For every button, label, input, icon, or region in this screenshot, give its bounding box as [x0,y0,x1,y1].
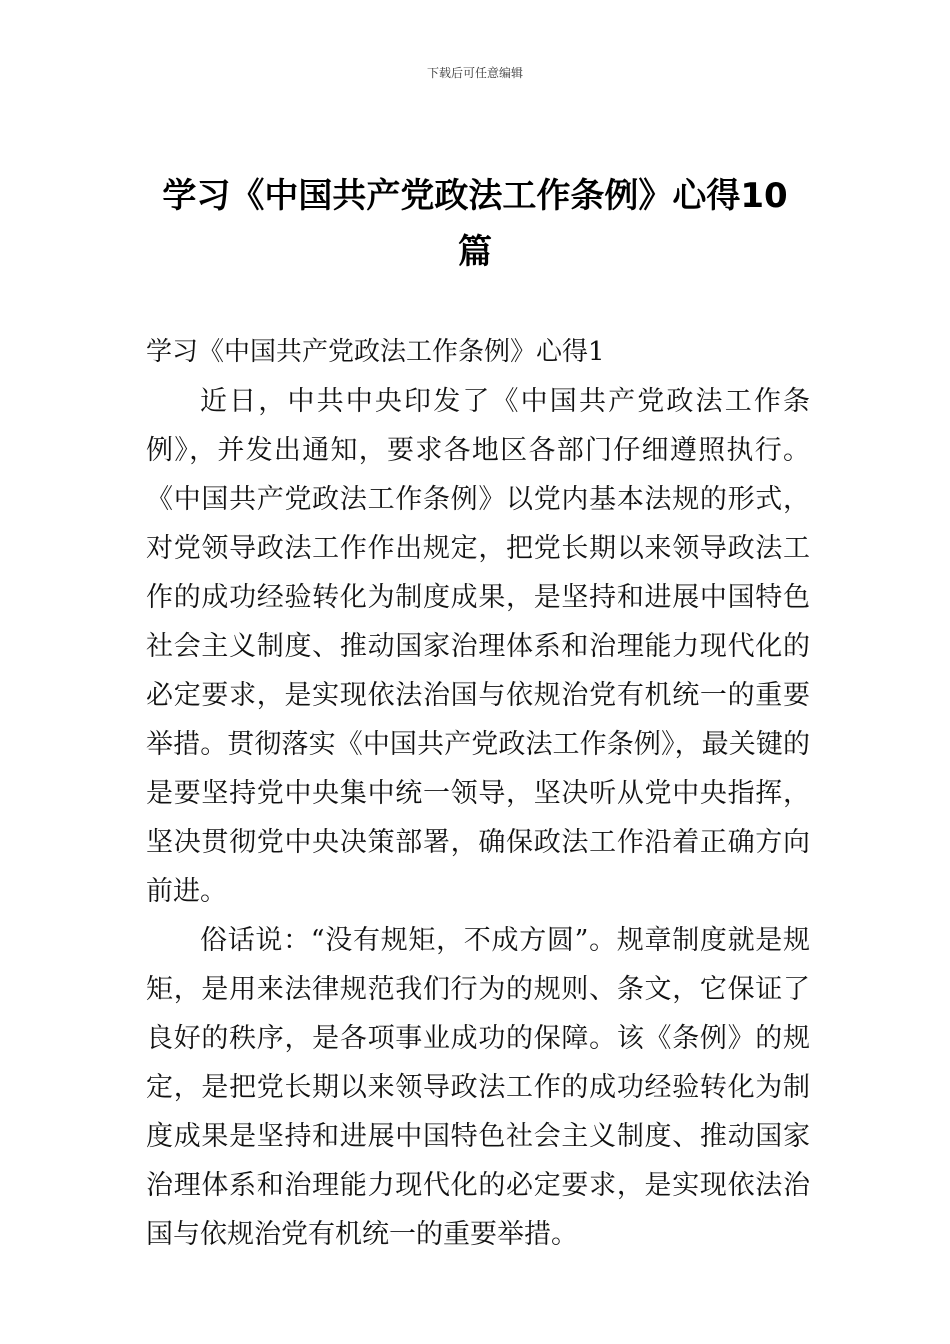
document-body [146,328,810,1259]
paragraph-1: 近日，中共中央印发了《中国共产党政法工作条例》，并发出通知，要求各地区各部门仔细遵照执行。《中国共产党政法工作条例》以党内基本法规的形式，对党领导政法工作作出规定，把党长期以来领导政法工作的成功经验转化为制度成果，是坚持和进展中国特色社会主义制度、推动国家治理体系和治理能力现代化的必定要求，是实现依法治国与依规治党有机统一的重要举措。贯彻落实《中国共产党政法工作条例》，最关键的是要坚持党中央集中统一领导，坚决听从党中央指挥，坚决贯彻党中央决策部署，确保政法工作沿着正确方向前进。 [146,386,810,907]
header-note: 下载后可任意编辑 [426,66,523,80]
document-title: 学习《中国共产党政法工作条例》心得10篇 [162,176,788,272]
paragraph-2: 俗话说：“没有规矩，不成方圆”。规章制度就是规矩，是用来法律规范我们行为的规则、条文，它保证了良好的秩序，是各项事业成功的保障。该《条例》的规定，是把党长期以来领导政法工作的成功经验转化为制度成果是坚持和进展中国特色社会主义制度、推动国家治理体系和治理能力现代化的必定要求，是实现依法治国与依规治党有机统一的重要举措。 [146,925,810,1250]
section-heading: 学习《中国共产党政法工作条例》心得1 [146,337,605,367]
